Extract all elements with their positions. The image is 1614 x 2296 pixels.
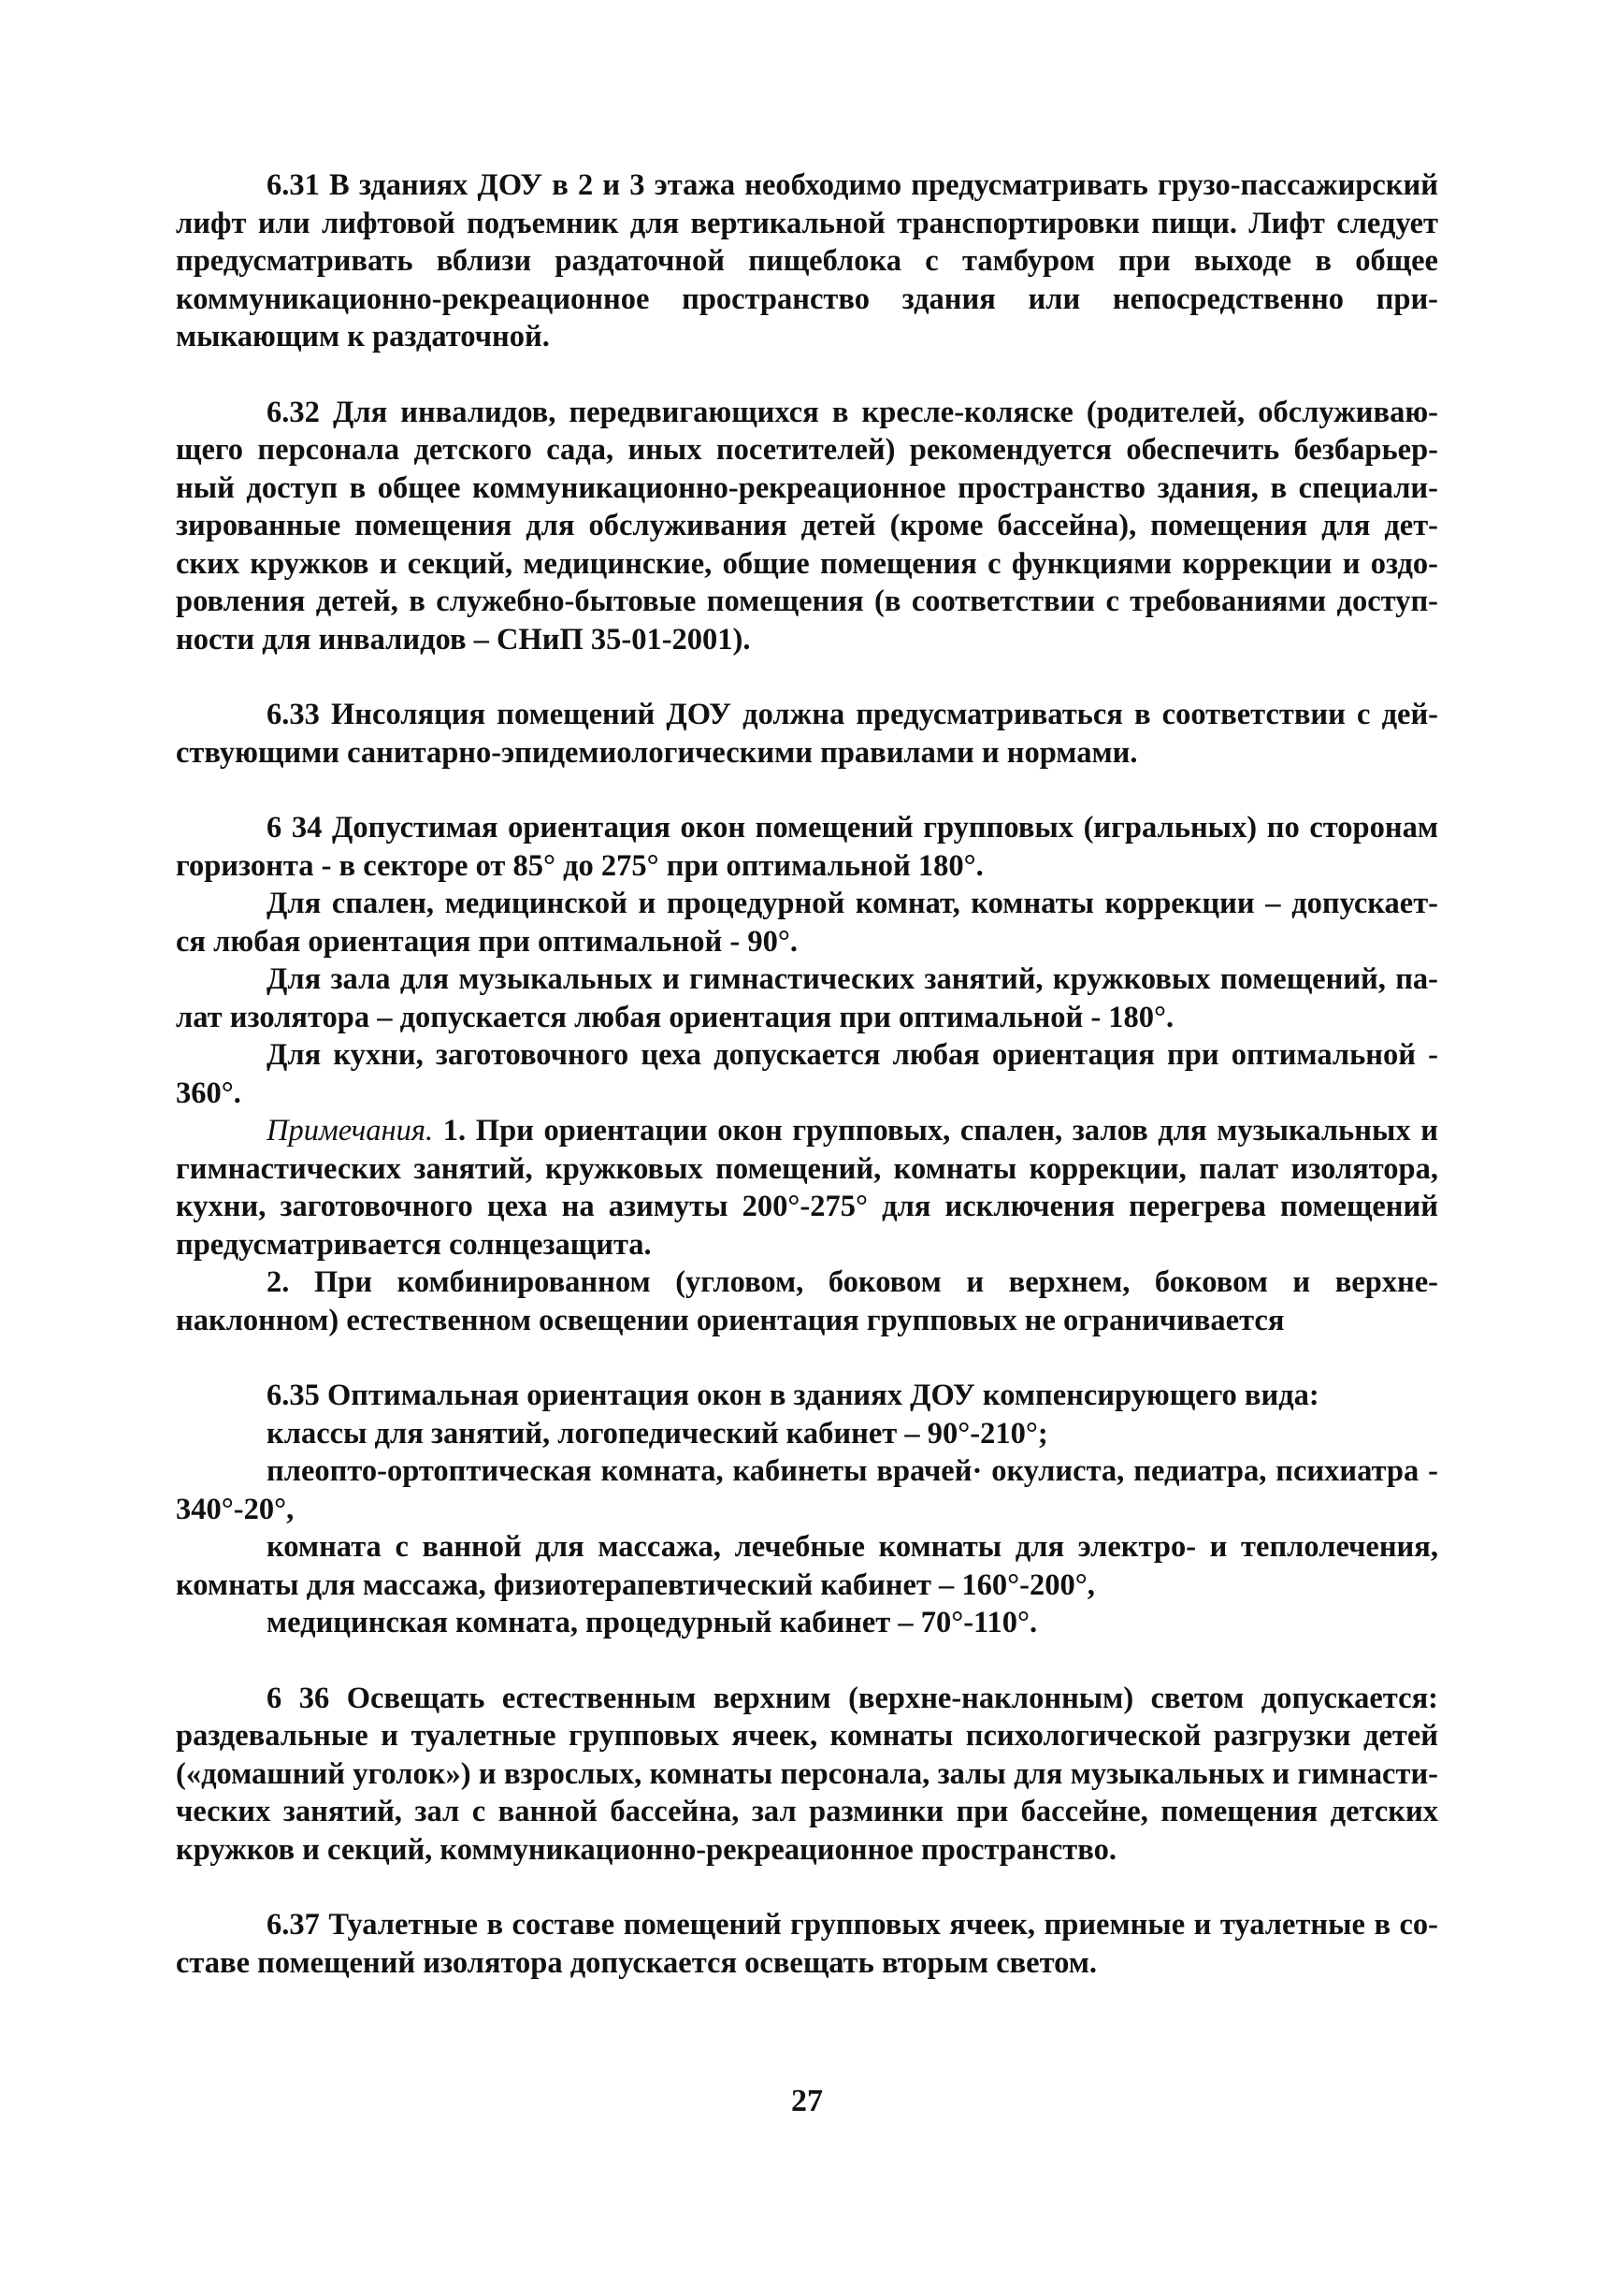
paragraph-6-35: 6.35 Оптимальная ориентация окон в зданиях ДОУ компенсирующего вида: — [267, 1379, 1319, 1412]
paragraph-6-35-massage: комната с ванной для массажа, лечебные комнаты для электро- и теплолечения, комнаты для массажа, физиотерапевтический кабинет – 160°-200°, — [176, 1530, 1438, 1602]
note-2: 2. При комбинированном (угловом, боковом и верхнем, боковом и верхне-наклонном) естественном освещении ориентация групповых не ограничивается — [176, 1265, 1438, 1337]
paragraph-gap — [176, 1339, 1438, 1377]
paragraph-6-35-pleopto: плеопто-ортоптическая комната, кабинеты врачей· окулиста, педиатра, психиатра - 340°-20°, — [176, 1454, 1438, 1526]
paragraph-gap — [176, 356, 1438, 394]
paragraph-6-34-kitchen: Для кухни, заготовочного цеха допускается любая ориентация при оптимальной - 360°. — [176, 1038, 1438, 1110]
page-content — [176, 166, 1438, 1982]
paragraph-gap — [176, 658, 1438, 696]
paragraph-6-34-halls: Для зала для музыкальных и гимнастических занятий, кружковых помещений, па-лат изолятора – допускается любая ориентация при оптимальной - 180°. — [176, 962, 1438, 1034]
paragraph-6-35-medical: медицинская комната, процедурный кабинет – 70°-110°. — [267, 1606, 1038, 1639]
note-label: Примечания. — [267, 1114, 434, 1148]
paragraph-6-37: 6.37 Туалетные в составе помещений групповых ячеек, приемные и туалетные в со-ставе помещений изолятора допускается освещать вторым светом. — [176, 1908, 1438, 1980]
paragraph-6-33: 6.33 Инсоляция помещений ДОУ должна предусматриваться в соответствии с дей-ствующими санитарно-эпидемиологическими правилами и нормами. — [176, 698, 1438, 770]
paragraph-gap — [176, 1869, 1438, 1906]
paragraph-6-32: 6.32 Для инвалидов, передвигающихся в кресле-коляске (родителей, обслуживаю-щего персонала детского сада, иных посетителей) рекомендуется обеспечить безбарьер-ный доступ в общее коммуникационно-рекреационное пространство здания, в специали-зированные помещения для обслуживания детей (кроме бассейна), помещения для дет-ских кружков и секций, медицинские, общие помещения с функциями коррекции и оздо-ровления детей, в служебно-бытовые помещения (в соответствии с требованиями доступ-ности для инвалидов – СНиП 35-01-2001). — [176, 395, 1438, 657]
paragraph-gap — [176, 772, 1438, 809]
paragraph-6-34-bedrooms: Для спален, медицинской и процедурной комнат, комнаты коррекции – допускает-ся любая ориентация при оптимальной - 90°. — [176, 887, 1438, 959]
paragraph-6-34: 6 34 Допустимая ориентация окон помещений групповых (игральных) по сторонам горизонта - в секторе от 85° до 275° при оптимальной 180°. — [176, 811, 1438, 883]
page-number: 27 — [791, 2084, 823, 2118]
note-1 — [176, 1112, 1438, 1264]
paragraph-gap — [176, 1642, 1438, 1680]
paragraph-6-36: 6 36 Освещать естественным верхним (верхне-наклонным) светом допускается: раздевальные и туалетные групповых ячеек, комнаты психологической разгрузки детей («домашний уголок») и взрослых, комнаты персонала, залы для музыкальных и гимнасти-ческих занятий, зал с ванной бассейна, зал разминки при бассейне, помещения детских кружков и секций, коммуникационно-рекреационное пространство. — [176, 1681, 1438, 1867]
paragraph-6-31: 6.31 В зданиях ДОУ в 2 и 3 этажа необходимо предусматривать грузо-пассажирский лифт или лифтовой подъемник для вертикальной транспортировки пищи. Лифт следует предусматривать вблизи раздаточной пищеблока с тамбуром при выходе в общее коммуникационно-рекреационное пространство здания или непосредственно при-мыкающим к раздаточной. — [176, 168, 1438, 354]
paragraph-6-35-classes: классы для занятий, логопедический кабинет – 90°-210°; — [267, 1416, 1048, 1451]
note-1-text: 1. При ориентации окон групповых, спален, залов для музыкальных и гимнастических занятий, кружковых помещений, комнаты коррекции, палат изолятора, кухни, заготовочного цеха на азимуты 200°-275° для исключения перегрева помещений предусматривается солнцезащита. — [176, 1114, 1438, 1262]
